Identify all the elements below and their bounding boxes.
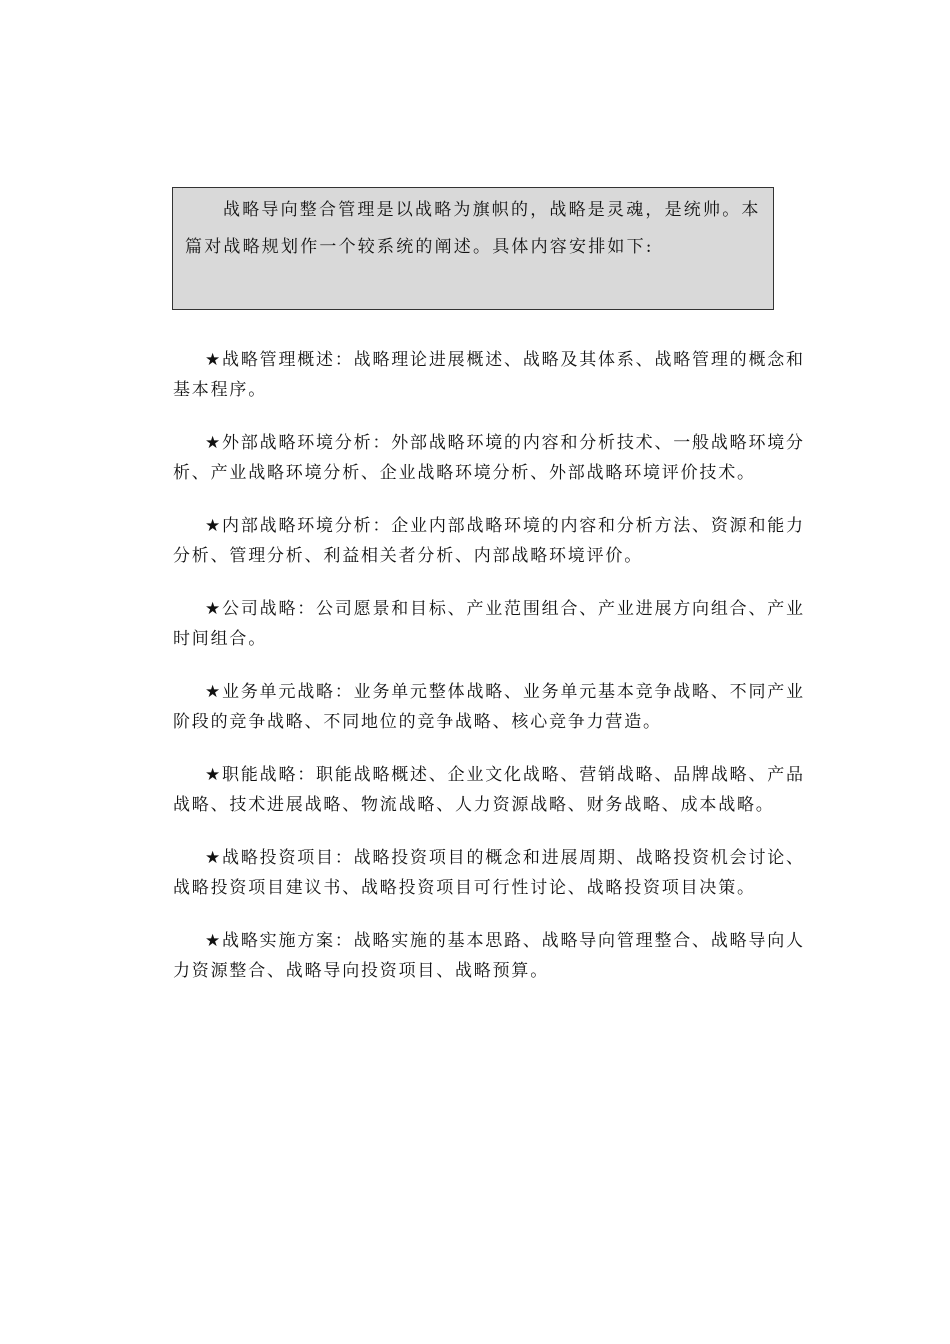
outline-item [173, 428, 823, 488]
outline-item [173, 760, 823, 820]
outline-item [173, 594, 823, 654]
outline-text: ：外部战略环境的内容和分析技术、一般战略环境分析、产业战略环境分析、企业战略环境分析、外部战略环境评价技术。 [173, 433, 805, 483]
outline-heading: 战略实施方案 [222, 931, 335, 951]
outline-heading: 战略投资项目 [222, 848, 335, 868]
outline-text: ：战略投资项目的概念和进展周期、战略投资机会讨论、战略投资项目建议书、战略投资项目可行性讨论、战略投资项目决策。 [173, 848, 805, 898]
outline-heading: 外部战略环境分析 [222, 433, 373, 453]
star-icon: ★ [205, 682, 223, 702]
star-icon: ★ [205, 516, 223, 536]
outline-text: ：战略理论进展概述、战略及其体系、战略管理的概念和基本程序。 [173, 350, 805, 400]
outline-heading: 业务单元战略 [222, 682, 335, 702]
outline-text: ：战略实施的基本思路、战略导向管理整合、战略导向人力资源整合、战略导向投资项目、战略预算。 [173, 931, 805, 981]
outline-heading: 职能战略 [222, 765, 298, 785]
outline-item [173, 345, 823, 405]
outline-text: ：职能战略概述、企业文化战略、营销战略、品牌战略、产品战略、技术进展战略、物流战略、人力资源战略、财务战略、成本战略。 [173, 765, 805, 815]
outline-item [173, 926, 823, 986]
outline-heading: 公司战略 [222, 599, 298, 619]
star-icon: ★ [205, 433, 223, 453]
star-icon: ★ [205, 599, 223, 619]
intro-text: 战略导向整合管理是以战略为旗帜的，战略是灵魂，是统帅。本篇对战略规划作一个较系统的阐述。具体内容安排如下: [185, 200, 761, 257]
star-icon: ★ [205, 931, 223, 951]
outline-text: ：公司愿景和目标、产业范围组合、产业进展方向组合、产业时间组合。 [173, 599, 805, 649]
outline-item [173, 677, 823, 737]
intro-box [172, 187, 774, 310]
star-icon: ★ [205, 848, 223, 868]
outline-heading: 战略管理概述 [222, 350, 335, 370]
outline-text: ：企业内部战略环境的内容和分析方法、资源和能力分析、管理分析、利益相关者分析、内部战略环境评价。 [173, 516, 805, 566]
star-icon: ★ [205, 350, 223, 370]
outline-heading: 内部战略环境分析 [222, 516, 373, 536]
star-icon: ★ [205, 765, 223, 785]
outline-text: ：业务单元整体战略、业务单元基本竞争战略、不同产业阶段的竞争战略、不同地位的竞争战略、核心竞争力营造。 [173, 682, 805, 732]
content-outline [173, 345, 823, 1009]
outline-item [173, 511, 823, 571]
outline-item [173, 843, 823, 903]
